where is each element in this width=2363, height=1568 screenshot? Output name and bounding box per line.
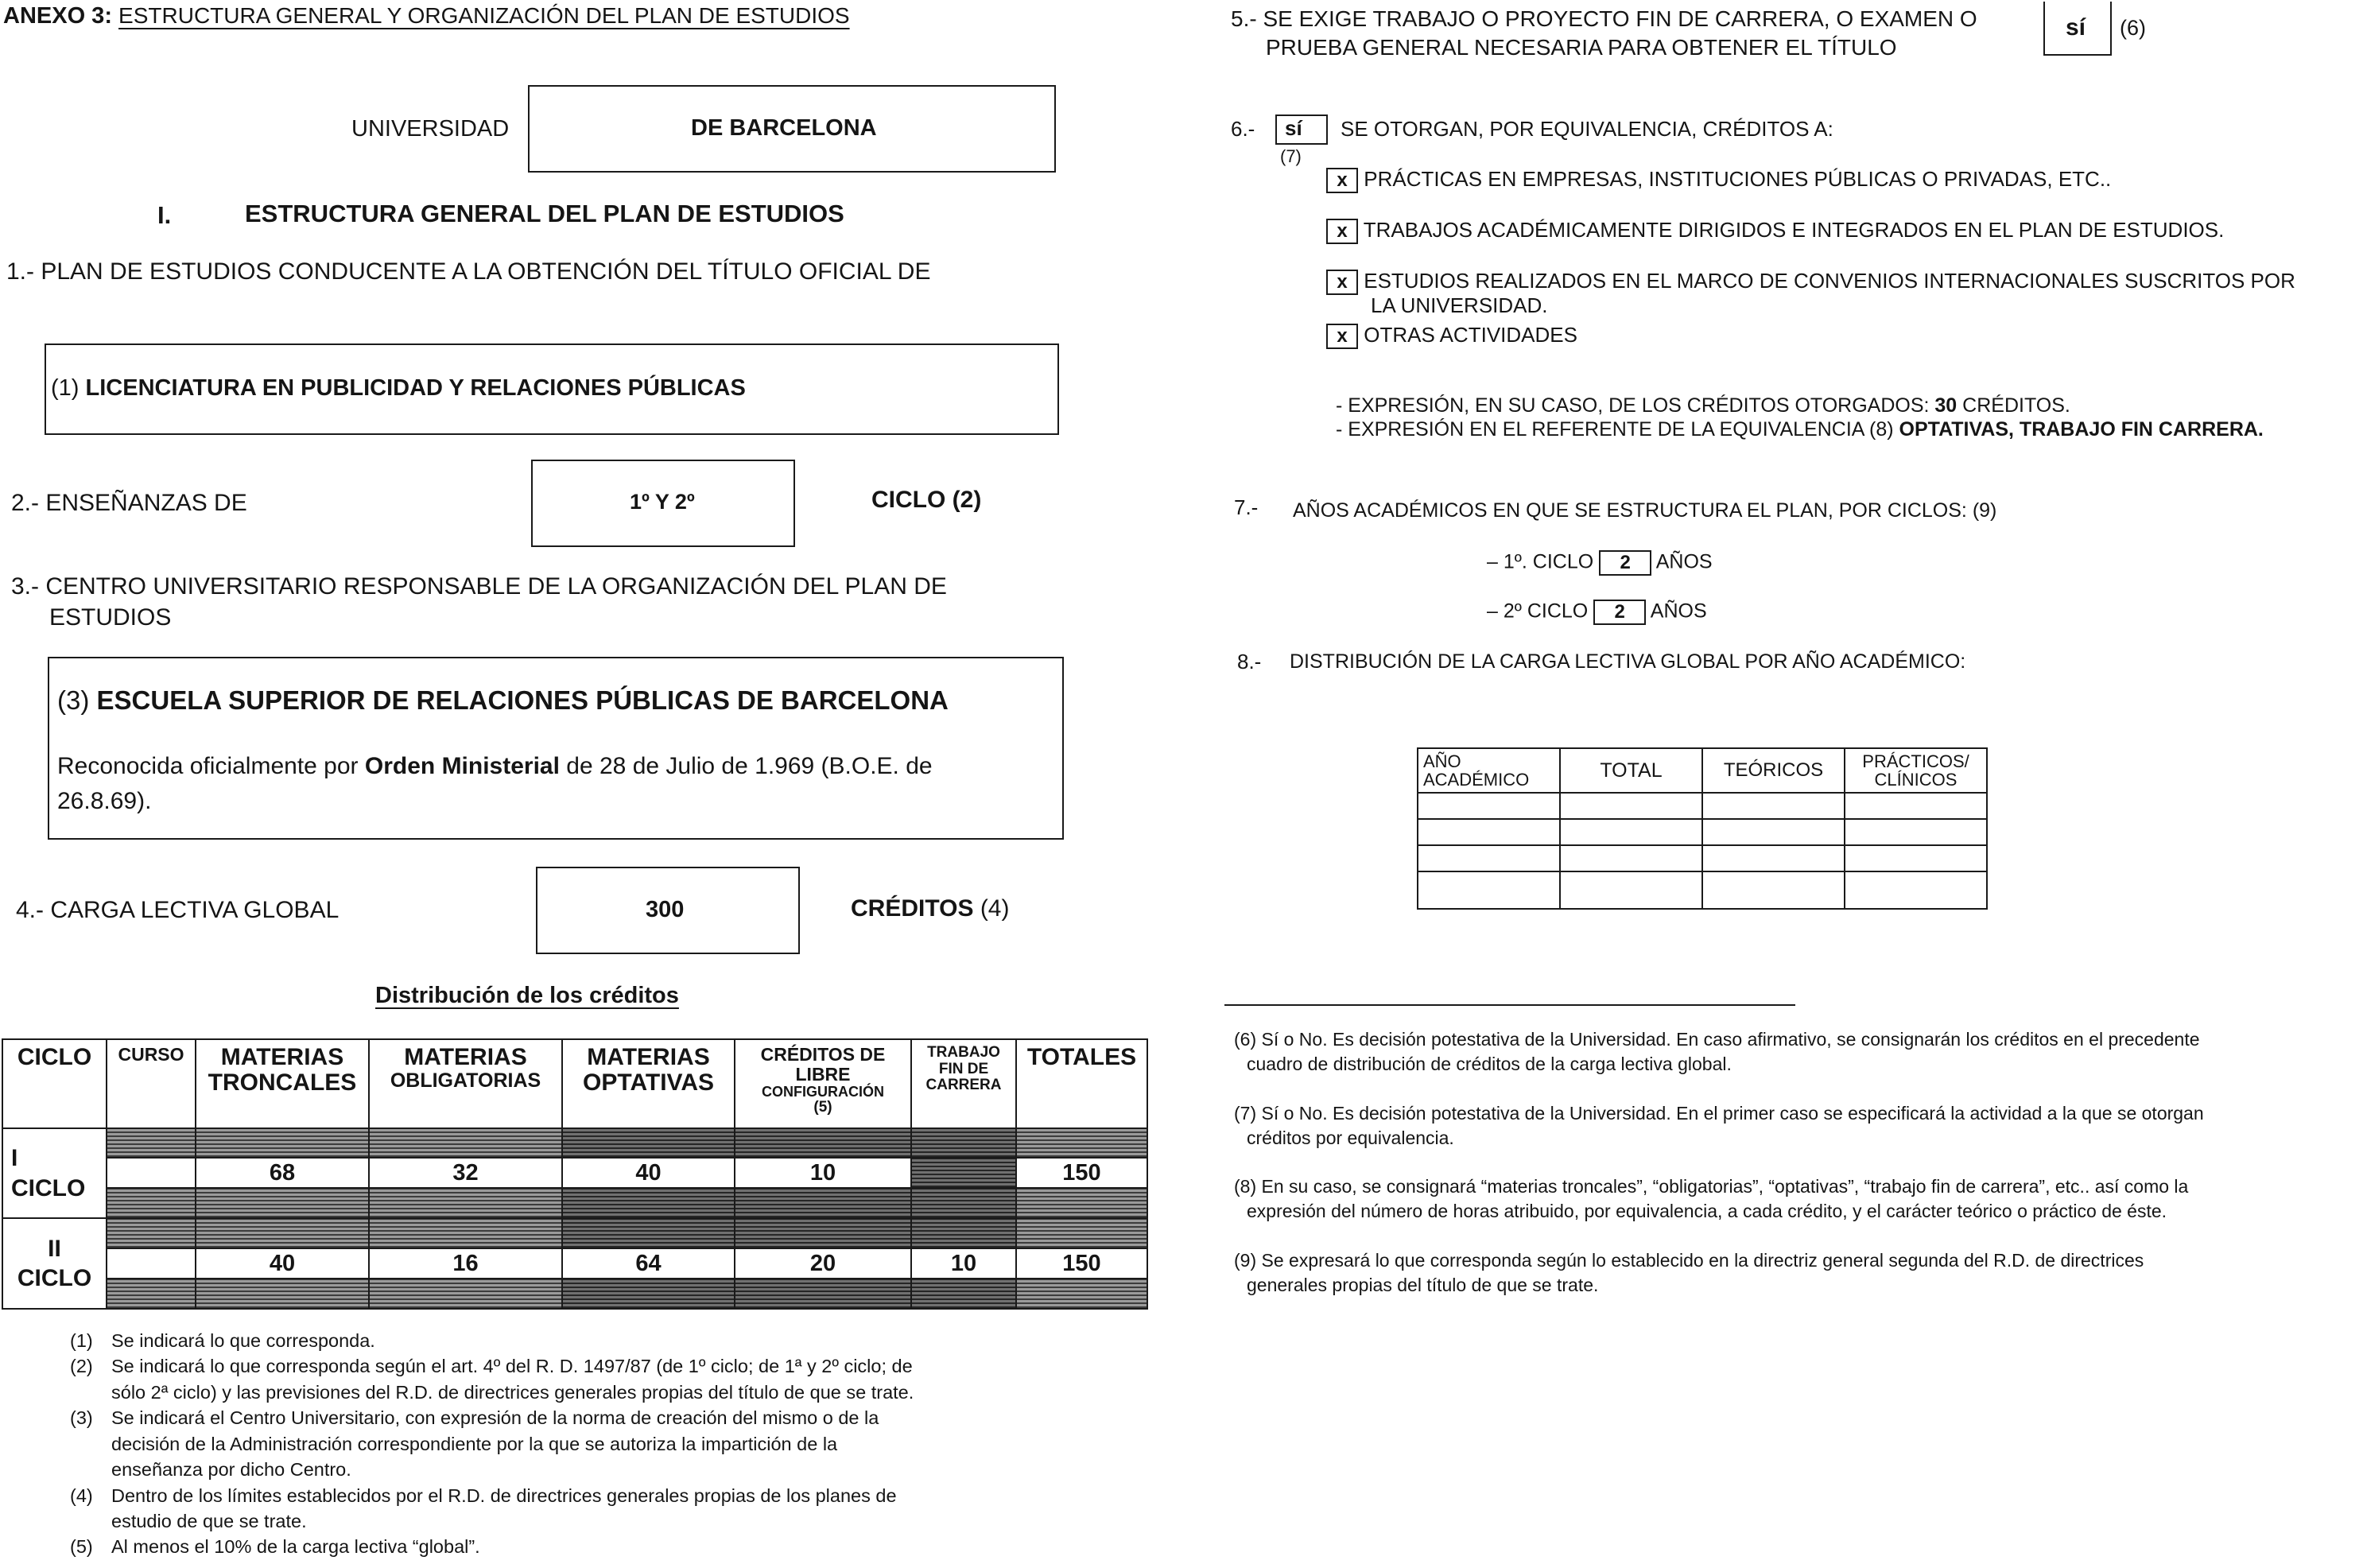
- ciclo2-libre: 20: [735, 1248, 911, 1279]
- center-recognition: Reconocida oficialmente por Orden Ministerial de 28 de Julio de 1.969 (B.O.E. de 26.8.69).: [57, 753, 933, 814]
- final-project-ref: (6): [2120, 16, 2146, 40]
- annex-header: [3, 3, 850, 29]
- cycle2-years: – 2º CICLO 2 AÑOS: [1487, 600, 1707, 625]
- item2-label: 2.- ENSEÑANZAS DE: [11, 490, 247, 516]
- footnote-1: (1) Se indicará lo que corresponda.: [70, 1330, 375, 1351]
- table-row: [1418, 871, 1987, 909]
- ciclo2-totales: 150: [1016, 1248, 1147, 1279]
- checkbox-convenios[interactable]: x: [1326, 270, 1358, 295]
- ciclo2-shade-top: [2, 1218, 1147, 1248]
- credits-total-value: 300: [646, 897, 685, 922]
- footnote-2: (2) Se indicará lo que corresponda según el art. 4º del R. D. 1497/87 (de 1º ciclo; de 1ª y 2º ciclo; de sólo 2ª ciclo) y las previsiones del R.D. de directrices generales propias del título de que se trate.: [70, 1356, 914, 1403]
- ciclo2-optativas: 64: [562, 1248, 735, 1279]
- footnote-3: (3) Se indicará el Centro Universitario, con expresión de la norma de creación del mismo o de la decisión de la Administración correspondiente por la que se autoriza la impartición de la enseñanza por dicho Centro.: [70, 1407, 879, 1481]
- cycle1-years: – 1º. CICLO 2 AÑOS: [1487, 550, 1713, 576]
- equivalence-value: sí: [1285, 116, 1302, 140]
- item1-label: 1.- PLAN DE ESTUDIOS CONDUCENTE A LA OBTENCIÓN DEL TÍTULO OFICIAL DE: [6, 258, 931, 285]
- ciclo1-label: I CICLO: [2, 1128, 107, 1218]
- table-row: [1418, 819, 1987, 845]
- col-libre: CRÉDITOS DE LIBRE CONFIGURACIÓN (5): [735, 1039, 911, 1128]
- cycle1-years-box: 2: [1599, 550, 1651, 576]
- credits-table-title: Distribución de los créditos: [375, 983, 679, 1008]
- degree-box: [45, 343, 1059, 435]
- col-optativas: MATERIAS OPTATIVAS: [562, 1039, 735, 1128]
- item3-label-line1: 3.- CENTRO UNIVERSITARIO RESPONSABLE DE LA ORGANIZACIÓN DEL PLAN DE: [11, 573, 947, 600]
- table-row: [2, 1158, 1147, 1188]
- university-value: DE BARCELONA: [691, 115, 877, 141]
- footnote-8: (8) En su caso, se consignará “materias troncales”, “obligatorias”, “optativas”, “trabajo fin de carrera”, etc.. así como la expresión del número de horas atribuido, por equivalencia, a cada crédito, y el carácter teórico o práctico de éste.: [1234, 1176, 2189, 1222]
- col-troncales: MATERIAS TRONCALES: [196, 1039, 369, 1128]
- credits-header-row: [2, 1039, 1147, 1128]
- footnote-divider: [1224, 1004, 1795, 1006]
- ciclo1-shade-top: [2, 1128, 1147, 1158]
- ciclo1-obligatorias: 32: [369, 1158, 562, 1188]
- cycles-box: [531, 460, 795, 547]
- credits-granted-expression: - EXPRESIÓN, EN SU CASO, DE LOS CRÉDITOS OTORGADOS: 30 CRÉDITOS.: [1336, 394, 2070, 417]
- item3-label-line2: ESTUDIOS: [49, 604, 172, 631]
- ciclo2-obligatorias: 16: [369, 1248, 562, 1279]
- ciclo2-trabajo: 10: [911, 1248, 1016, 1279]
- degree-ref: (1): [51, 375, 80, 401]
- center-name: [57, 685, 949, 716]
- checkbox-trabajos[interactable]: x: [1326, 219, 1358, 244]
- equivalence-ref: (7): [1280, 146, 1302, 166]
- year-header-row: [1418, 748, 1987, 793]
- equivalence-box: [1275, 114, 1328, 145]
- ciclo1-libre: 10: [735, 1158, 911, 1188]
- col-trabajo: TRABAJO FIN DE CARRERA: [911, 1039, 1016, 1128]
- equivalence-referent-expression: - EXPRESIÓN EN EL REFERENTE DE LA EQUIVALENCIA (8) OPTATIVAS, TRABAJO FIN CARRERA.: [1336, 418, 2264, 441]
- annex-title: ESTRUCTURA GENERAL Y ORGANIZACIÓN DEL PLAN DE ESTUDIOS: [118, 3, 850, 28]
- checkbox-practicas[interactable]: x: [1326, 168, 1358, 193]
- equivalence-option-4[interactable]: x OTRAS ACTIVIDADES: [1326, 323, 1577, 349]
- center-box: [48, 657, 1064, 840]
- footnote-6: (6) Sí o No. Es decisión potestativa de la Universidad. En caso afirmativo, se consignarán los créditos en el precedente cuadro de distribución de créditos de la carga lectiva global.: [1234, 1029, 2200, 1075]
- degree-text: [51, 375, 746, 402]
- ciclo2-troncales: 40: [196, 1248, 369, 1279]
- year-distribution-table: [1417, 747, 1988, 910]
- item7-num: 7.-: [1234, 495, 1259, 519]
- table-row: [1418, 845, 1987, 871]
- footnote-7: (7) Sí o No. Es decisión potestativa de la Universidad. En el primer caso se especificará la actividad a la que se otorgan créditos por equivalencia.: [1234, 1102, 2204, 1148]
- degree-value: LICENCIATURA EN PUBLICIDAD Y RELACIONES PÚBLICAS: [85, 375, 746, 401]
- final-project-box: [2043, 2, 2112, 56]
- ciclo1-trabajo: [911, 1158, 1016, 1188]
- col-obligatorias: MATERIAS OBLIGATORIAS: [369, 1039, 562, 1128]
- footnotes-right: [1234, 1027, 2363, 1298]
- footnote-9: (9) Se expresará lo que corresponda según lo establecido en la directriz general segunda del R.D. de directrices generales propias del título de que se trate.: [1234, 1249, 2144, 1295]
- table-row: [1418, 793, 1987, 819]
- section-numeral: I.: [157, 201, 172, 229]
- final-project-value: sí: [2066, 14, 2086, 41]
- item6-num: 6.-: [1231, 117, 1255, 141]
- checkbox-otras[interactable]: x: [1326, 324, 1358, 349]
- item5-label: 5.- SE EXIGE TRABAJO O PROYECTO FIN DE CARRERA, O EXAMEN O PRUEBA GENERAL NECESARIA PARA OBTENER EL TÍTULO: [1231, 6, 1977, 60]
- credits-total-box: [536, 867, 800, 954]
- item3-label: [11, 571, 947, 633]
- footnote-5: (5) Al menos el 10% de la carga lectiva “global”.: [70, 1536, 480, 1558]
- col-teoricos: TEÓRICOS: [1702, 748, 1845, 793]
- ciclo1-curso: [107, 1158, 196, 1188]
- order-ministerial: Orden Ministerial: [364, 753, 560, 779]
- section-title: ESTRUCTURA GENERAL DEL PLAN DE ESTUDIOS: [245, 200, 844, 227]
- item7-label: AÑOS ACADÉMICOS EN QUE SE ESTRUCTURA EL PLAN, POR CICLOS: (9): [1293, 499, 1997, 522]
- item6-label: SE OTORGAN, POR EQUIVALENCIA, CRÉDITOS A:: [1341, 117, 1833, 141]
- cycles-value: 1º Y 2º: [630, 490, 695, 514]
- col-totales: TOTALES: [1016, 1039, 1147, 1128]
- col-total: TOTAL: [1560, 748, 1702, 793]
- footnotes-left: [70, 1328, 1104, 1560]
- ciclo2-label: II CICLO: [2, 1218, 107, 1309]
- equivalence-option-2[interactable]: x TRABAJOS ACADÉMICAMENTE DIRIGIDOS E INTEGRADOS EN EL PLAN DE ESTUDIOS.: [1326, 218, 2224, 244]
- ciclo1-optativas: 40: [562, 1158, 735, 1188]
- item4-label: 4.- CARGA LECTIVA GLOBAL: [16, 897, 340, 923]
- annex-label: ANEXO 3:: [3, 3, 112, 29]
- table-row: [2, 1248, 1147, 1279]
- ciclo2-curso: [107, 1248, 196, 1279]
- item4-suffix: CRÉDITOS (4): [851, 895, 1010, 922]
- center-value: ESCUELA SUPERIOR DE RELACIONES PÚBLICAS DE BARCELONA: [96, 685, 949, 715]
- ciclo1-totales: 150: [1016, 1158, 1147, 1188]
- university-box: [528, 85, 1056, 173]
- cycle2-years-box: 2: [1593, 600, 1646, 625]
- equivalence-option-1[interactable]: x PRÁCTICAS EN EMPRESAS, INSTITUCIONES PÚBLICAS O PRIVADAS, ETC..: [1326, 167, 2111, 193]
- footnote-4: (4) Dentro de los límites establecidos por el R.D. de directrices generales propias de los planes de estudio de que se trate.: [70, 1485, 897, 1531]
- university-label: UNIVERSIDAD: [351, 116, 510, 142]
- ciclo1-shade-bottom: [2, 1188, 1147, 1218]
- center-ref: (3): [57, 685, 90, 715]
- ciclo2-shade-bottom: [2, 1279, 1147, 1309]
- col-ciclo: CICLO: [2, 1039, 107, 1128]
- item2-suffix: CICLO (2): [871, 487, 982, 513]
- col-curso: CURSO: [107, 1039, 196, 1128]
- col-practicos: PRÁCTICOS/ CLÍNICOS: [1845, 748, 1987, 793]
- ciclo1-troncales: 68: [196, 1158, 369, 1188]
- col-ano-academico: AÑO ACADÉMICO: [1418, 748, 1560, 793]
- equivalence-option-3[interactable]: x ESTUDIOS REALIZADOS EN EL MARCO DE CONVENIOS INTERNACIONALES SUSCRITOS POR LA UNIVERSIDAD.: [1326, 269, 2295, 318]
- credits-table: [2, 1038, 1148, 1310]
- item8-label: DISTRIBUCIÓN DE LA CARGA LECTIVA GLOBAL POR AÑO ACADÉMICO:: [1290, 650, 1966, 673]
- item8-num: 8.-: [1237, 650, 1262, 673]
